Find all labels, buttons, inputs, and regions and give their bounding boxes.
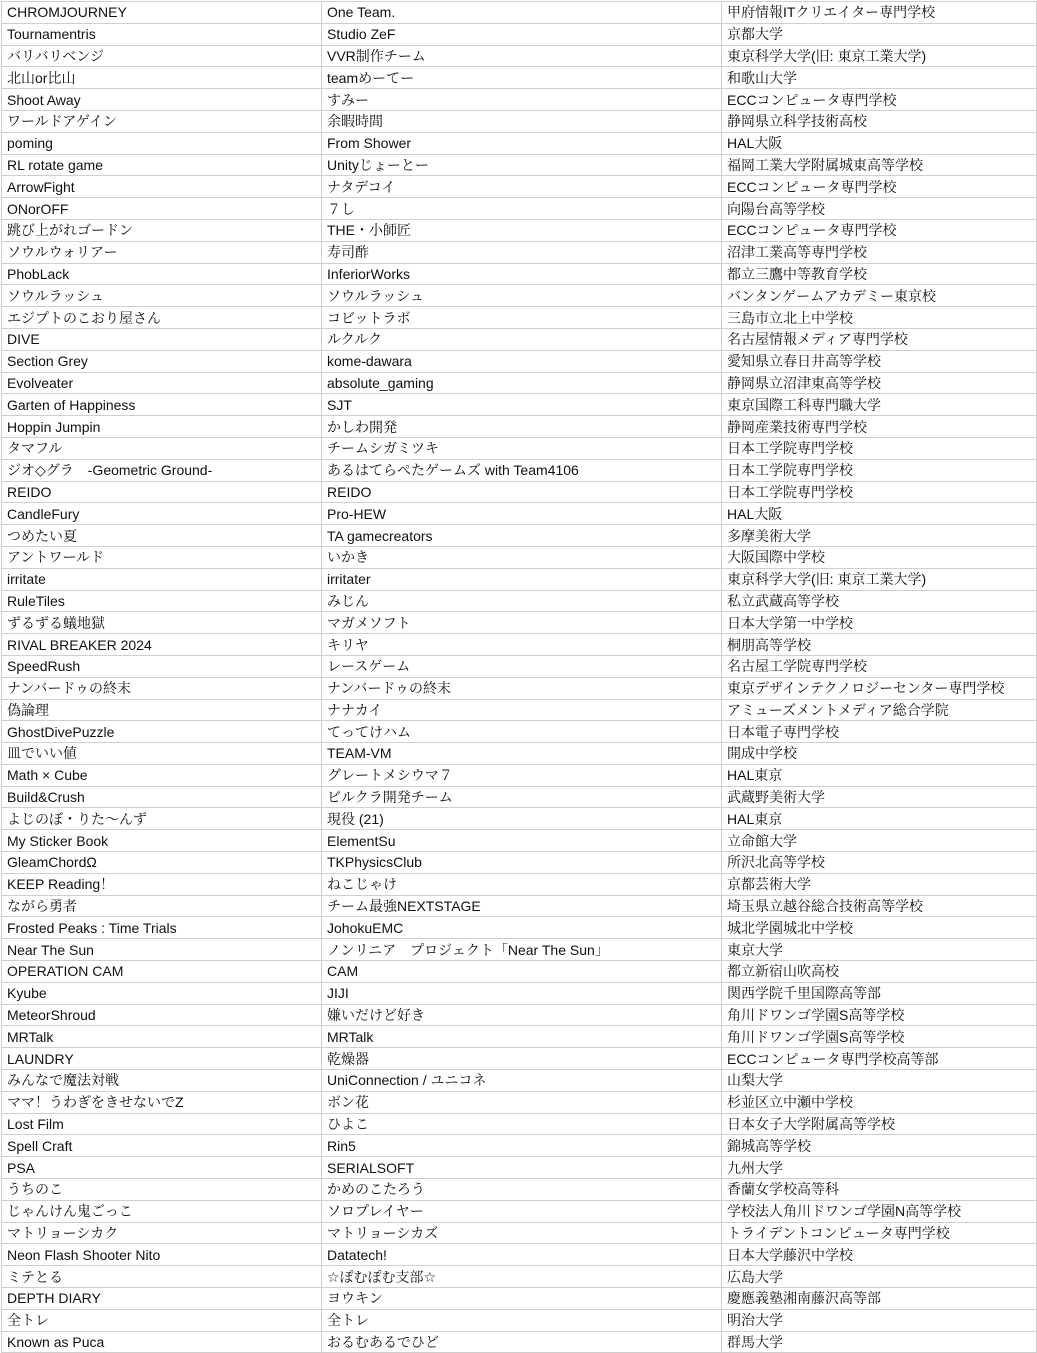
team-name-cell[interactable]: ねこじゃけ <box>322 873 722 895</box>
game-title-cell[interactable]: Garten of Happiness <box>2 394 322 416</box>
team-name-cell[interactable]: ルクルク <box>322 328 722 350</box>
game-title-cell[interactable]: My Sticker Book <box>2 830 322 852</box>
table-row <box>2 895 1037 917</box>
team-name-cell[interactable]: みじん <box>322 590 722 612</box>
team-name-cell[interactable]: コビットラボ <box>322 307 722 329</box>
team-name-cell[interactable]: グレートメシウマ７ <box>322 764 722 786</box>
game-title-cell[interactable]: ジオ◇グラ -Geometric Ground- <box>2 459 322 481</box>
game-title-cell[interactable]: ワールドアゲイン <box>2 110 322 132</box>
school-name-cell[interactable]: 名古屋工学院専門学校 <box>722 655 1037 677</box>
table-row <box>2 1288 1037 1310</box>
team-name-cell[interactable]: 乾燥器 <box>322 1048 722 1070</box>
table-row <box>2 241 1037 263</box>
team-name-cell[interactable]: UniConnection / ユニコネ <box>322 1070 722 1092</box>
game-title-cell[interactable]: マトリョーシカク <box>2 1222 322 1244</box>
school-name-cell[interactable]: 向陽台高等学校 <box>722 198 1037 220</box>
game-title-cell[interactable]: ずるずる蟻地獄 <box>2 612 322 634</box>
school-name-cell[interactable]: HAL東京 <box>722 764 1037 786</box>
table-row <box>2 481 1037 503</box>
school-name-cell[interactable]: HAL東京 <box>722 808 1037 830</box>
table-row <box>2 546 1037 568</box>
table-row <box>2 590 1037 612</box>
team-name-cell[interactable]: kome-dawara <box>322 350 722 372</box>
game-title-cell[interactable]: DIVE <box>2 328 322 350</box>
school-name-cell[interactable]: 錦城高等学校 <box>722 1135 1037 1157</box>
school-name-cell[interactable]: アミューズメントメディア総合学院 <box>722 699 1037 721</box>
school-name-cell[interactable]: 三島市立北上中学校 <box>722 307 1037 329</box>
team-name-cell[interactable]: ElementSu <box>322 830 722 852</box>
school-name-cell[interactable]: 明治大学 <box>722 1309 1037 1331</box>
school-name-cell[interactable]: 埼玉県立越谷総合技術高等学校 <box>722 895 1037 917</box>
game-title-cell[interactable]: 全トレ <box>2 1309 322 1331</box>
table-row <box>2 873 1037 895</box>
team-name-cell[interactable]: 寿司酢 <box>322 241 722 263</box>
table-row <box>2 110 1037 132</box>
school-name-cell[interactable]: 私立武蔵高等学校 <box>722 590 1037 612</box>
school-name-cell[interactable]: 愛知県立春日井高等学校 <box>722 350 1037 372</box>
school-name-cell[interactable]: 都立三鷹中等教育学校 <box>722 263 1037 285</box>
table-row <box>2 1026 1037 1048</box>
school-name-cell[interactable]: 静岡産業技術専門学校 <box>722 416 1037 438</box>
game-title-cell[interactable]: Math × Cube <box>2 764 322 786</box>
game-title-cell[interactable]: ArrowFight <box>2 176 322 198</box>
table-row <box>2 503 1037 525</box>
team-name-cell[interactable]: ナタデコイ <box>322 176 722 198</box>
school-name-cell[interactable]: バンタンゲームアカデミー東京校 <box>722 285 1037 307</box>
game-title-cell[interactable]: SpeedRush <box>2 655 322 677</box>
team-name-cell[interactable]: MRTalk <box>322 1026 722 1048</box>
table-row <box>2 2 1037 24</box>
school-name-cell[interactable]: 日本電子専門学校 <box>722 721 1037 743</box>
team-name-cell[interactable]: あるはてらぺたゲームズ with Team4106 <box>322 459 722 481</box>
school-name-cell[interactable]: HAL大阪 <box>722 503 1037 525</box>
school-name-cell[interactable]: 東京科学大学(旧: 東京工業大学) <box>722 568 1037 590</box>
table-row <box>2 830 1037 852</box>
team-name-cell[interactable]: SERIALSOFT <box>322 1157 722 1179</box>
game-title-cell[interactable]: みんなで魔法対戦 <box>2 1070 322 1092</box>
school-name-cell[interactable]: 名古屋情報メディア専門学校 <box>722 328 1037 350</box>
team-name-cell[interactable]: ノンリニア プロジェクト「Near The Sun」 <box>322 939 722 961</box>
school-name-cell[interactable]: 武蔵野美術大学 <box>722 786 1037 808</box>
table-row <box>2 743 1037 765</box>
game-title-cell[interactable]: 北山or比山 <box>2 67 322 89</box>
team-name-cell[interactable]: チームシガミツキ <box>322 437 722 459</box>
table-row <box>2 416 1037 438</box>
school-name-cell[interactable]: 立命館大学 <box>722 830 1037 852</box>
team-name-cell[interactable]: 現役 (21) <box>322 808 722 830</box>
school-name-cell[interactable]: 東京国際工科専門職大学 <box>722 394 1037 416</box>
team-name-cell[interactable]: Studio ZeF <box>322 23 722 45</box>
game-title-cell[interactable]: Lost Film <box>2 1113 322 1135</box>
school-name-cell[interactable]: 京都芸術大学 <box>722 873 1037 895</box>
game-title-cell[interactable]: GleamChordΩ <box>2 852 322 874</box>
table-row <box>2 786 1037 808</box>
game-title-cell[interactable]: RIVAL BREAKER 2024 <box>2 634 322 656</box>
team-name-cell[interactable]: ビルクラ開発チーム <box>322 786 722 808</box>
game-title-cell[interactable]: ミテとる <box>2 1266 322 1288</box>
table-row <box>2 198 1037 220</box>
team-name-cell[interactable]: Rin5 <box>322 1135 722 1157</box>
game-title-cell[interactable]: ママ！うわぎをきせないでZ <box>2 1091 322 1113</box>
school-name-cell[interactable]: 日本工学院専門学校 <box>722 481 1037 503</box>
table-row <box>2 132 1037 154</box>
team-name-cell[interactable]: THE・小師匠 <box>322 219 722 241</box>
school-name-cell[interactable]: 日本大学第一中学校 <box>722 612 1037 634</box>
game-title-cell[interactable]: タマフル <box>2 437 322 459</box>
game-title-cell[interactable]: つめたい夏 <box>2 525 322 547</box>
table-body <box>2 2 1037 1353</box>
team-name-cell[interactable]: One Team. <box>322 2 722 24</box>
table-row <box>2 1266 1037 1288</box>
school-name-cell[interactable]: 開成中学校 <box>722 743 1037 765</box>
game-title-cell[interactable]: irritate <box>2 568 322 590</box>
game-title-cell[interactable]: ながら勇者 <box>2 895 322 917</box>
school-name-cell[interactable]: 静岡県立科学技術高校 <box>722 110 1037 132</box>
team-name-cell[interactable]: レースゲーム <box>322 655 722 677</box>
team-name-cell[interactable]: 嫌いだけど好き <box>322 1004 722 1026</box>
school-name-cell[interactable]: ECCコンピュータ専門学校高等部 <box>722 1048 1037 1070</box>
school-name-cell[interactable]: ECCコンピュータ専門学校 <box>722 89 1037 111</box>
table-row <box>2 612 1037 634</box>
table-row <box>2 23 1037 45</box>
table-row <box>2 764 1037 786</box>
table-row <box>2 176 1037 198</box>
school-name-cell[interactable]: 角川ドワンゴ学園S高等学校 <box>722 1026 1037 1048</box>
team-name-cell[interactable]: From Shower <box>322 132 722 154</box>
table-row <box>2 939 1037 961</box>
game-title-cell[interactable]: Tournamentris <box>2 23 322 45</box>
game-title-cell[interactable]: Build&Crush <box>2 786 322 808</box>
game-title-cell[interactable]: Section Grey <box>2 350 322 372</box>
table-row <box>2 655 1037 677</box>
team-name-cell[interactable]: SJT <box>322 394 722 416</box>
team-name-cell[interactable]: ひよこ <box>322 1113 722 1135</box>
table-row <box>2 1222 1037 1244</box>
school-name-cell[interactable]: 東京科学大学(旧: 東京工業大学) <box>722 45 1037 67</box>
school-name-cell[interactable]: 福岡工業大学附属城東高等学校 <box>722 154 1037 176</box>
table-row <box>2 307 1037 329</box>
team-name-cell[interactable]: irritater <box>322 568 722 590</box>
game-title-cell[interactable]: Shoot Away <box>2 89 322 111</box>
game-title-cell[interactable]: Neon Flash Shooter Nito <box>2 1244 322 1266</box>
table-row <box>2 372 1037 394</box>
table-row <box>2 328 1037 350</box>
spreadsheet-table <box>1 1 1037 1353</box>
team-name-cell[interactable]: CAM <box>322 961 722 983</box>
team-name-cell[interactable]: てってけハム <box>322 721 722 743</box>
table-row <box>2 67 1037 89</box>
team-name-cell[interactable]: InferiorWorks <box>322 263 722 285</box>
table-row <box>2 1309 1037 1331</box>
game-title-cell[interactable]: CandleFury <box>2 503 322 525</box>
team-name-cell[interactable]: Unityじょーとー <box>322 154 722 176</box>
game-title-cell[interactable]: RuleTiles <box>2 590 322 612</box>
team-name-cell[interactable]: Pro-HEW <box>322 503 722 525</box>
table-row <box>2 394 1037 416</box>
team-name-cell[interactable]: TKPhysicsClub <box>322 852 722 874</box>
table-row <box>2 852 1037 874</box>
table-row <box>2 263 1037 285</box>
team-name-cell[interactable]: ☆ぽむぽむ支部☆ <box>322 1266 722 1288</box>
team-name-cell[interactable]: チーム最強NEXTSTAGE <box>322 895 722 917</box>
game-title-cell[interactable]: REIDO <box>2 481 322 503</box>
game-title-cell[interactable]: poming <box>2 132 322 154</box>
team-name-cell[interactable]: いかき <box>322 546 722 568</box>
table-row <box>2 437 1037 459</box>
game-title-cell[interactable]: 偽論理 <box>2 699 322 721</box>
team-name-cell[interactable]: JIJI <box>322 982 722 1004</box>
school-name-cell[interactable]: ECCコンピュータ専門学校 <box>722 219 1037 241</box>
school-name-cell[interactable]: 京都大学 <box>722 23 1037 45</box>
school-name-cell[interactable]: トライデントコンピュータ専門学校 <box>722 1222 1037 1244</box>
game-title-cell[interactable]: Spell Craft <box>2 1135 322 1157</box>
game-title-cell[interactable]: PhobLack <box>2 263 322 285</box>
team-name-cell[interactable]: REIDO <box>322 481 722 503</box>
table-row <box>2 1004 1037 1026</box>
school-name-cell[interactable]: 群馬大学 <box>722 1331 1037 1353</box>
school-name-cell[interactable]: 角川ドワンゴ学園S高等学校 <box>722 1004 1037 1026</box>
team-name-cell[interactable]: JohokuEMC <box>322 917 722 939</box>
table-row <box>2 568 1037 590</box>
team-name-cell[interactable]: マガメソフト <box>322 612 722 634</box>
school-name-cell[interactable]: 広島大学 <box>722 1266 1037 1288</box>
team-name-cell[interactable]: 全トレ <box>322 1309 722 1331</box>
table-row <box>2 917 1037 939</box>
table-row <box>2 350 1037 372</box>
school-name-cell[interactable]: 東京デザインテクノロジーセンター専門学校 <box>722 677 1037 699</box>
table-row <box>2 1070 1037 1092</box>
school-name-cell[interactable]: 桐朋高等学校 <box>722 634 1037 656</box>
table-row <box>2 45 1037 67</box>
school-name-cell[interactable]: 杉並区立中瀬中学校 <box>722 1091 1037 1113</box>
game-title-cell[interactable]: Near The Sun <box>2 939 322 961</box>
game-title-cell[interactable]: アントワールド <box>2 546 322 568</box>
school-name-cell[interactable]: 和歌山大学 <box>722 67 1037 89</box>
school-name-cell[interactable]: 東京大学 <box>722 939 1037 961</box>
team-name-cell[interactable]: ボン花 <box>322 1091 722 1113</box>
team-name-cell[interactable]: キリヤ <box>322 634 722 656</box>
game-title-cell[interactable]: MRTalk <box>2 1026 322 1048</box>
school-name-cell[interactable]: 大阪国際中学校 <box>722 546 1037 568</box>
school-name-cell[interactable]: 九州大学 <box>722 1157 1037 1179</box>
team-name-cell[interactable]: ナナカイ <box>322 699 722 721</box>
game-title-cell[interactable]: Hoppin Jumpin <box>2 416 322 438</box>
team-name-cell[interactable]: TEAM-VM <box>322 743 722 765</box>
table-row <box>2 1244 1037 1266</box>
table-row <box>2 459 1037 481</box>
team-name-cell[interactable]: かしわ開発 <box>322 416 722 438</box>
table-row <box>2 808 1037 830</box>
team-name-cell[interactable]: teamめーてー <box>322 67 722 89</box>
school-name-cell[interactable]: ECCコンピュータ専門学校 <box>722 176 1037 198</box>
team-name-cell[interactable]: ７し <box>322 198 722 220</box>
game-title-cell[interactable]: Kyube <box>2 982 322 1004</box>
game-title-cell[interactable]: KEEP Reading！ <box>2 873 322 895</box>
game-title-cell[interactable]: LAUNDRY <box>2 1048 322 1070</box>
school-name-cell[interactable]: 慶應義塾湘南藤沢高等部 <box>722 1288 1037 1310</box>
table-row <box>2 1157 1037 1179</box>
team-name-cell[interactable]: おるむあるでひど <box>322 1331 722 1353</box>
game-title-cell[interactable]: DEPTH DIARY <box>2 1288 322 1310</box>
table-row <box>2 634 1037 656</box>
school-name-cell[interactable]: 香蘭女学校高等科 <box>722 1179 1037 1201</box>
game-title-cell[interactable]: ソウルウォリアー <box>2 241 322 263</box>
game-title-cell[interactable]: GhostDivePuzzle <box>2 721 322 743</box>
team-name-cell[interactable]: ソロプレイヤー <box>322 1200 722 1222</box>
table-row <box>2 154 1037 176</box>
school-name-cell[interactable]: 関西学院千里国際高等部 <box>722 982 1037 1004</box>
team-name-cell[interactable]: ソウルラッシュ <box>322 285 722 307</box>
game-title-cell[interactable]: Known as Puca <box>2 1331 322 1353</box>
table-row <box>2 961 1037 983</box>
table-row <box>2 1135 1037 1157</box>
school-name-cell[interactable]: 沼津工業高等専門学校 <box>722 241 1037 263</box>
school-name-cell[interactable]: 多摩美術大学 <box>722 525 1037 547</box>
game-title-cell[interactable]: OPERATION CAM <box>2 961 322 983</box>
game-title-cell[interactable]: よじのぼ・りた〜んず <box>2 808 322 830</box>
school-name-cell[interactable]: 甲府情報ITクリエイター専門学校 <box>722 2 1037 24</box>
table-row <box>2 1091 1037 1113</box>
table-row <box>2 721 1037 743</box>
game-title-cell[interactable]: CHROMJOURNEY <box>2 2 322 24</box>
table-row <box>2 1200 1037 1222</box>
table-row <box>2 699 1037 721</box>
game-title-cell[interactable]: 皿でいい値 <box>2 743 322 765</box>
team-name-cell[interactable]: VVR制作チーム <box>322 45 722 67</box>
team-name-cell[interactable]: マトリョーシカズ <box>322 1222 722 1244</box>
school-name-cell[interactable]: 静岡県立沼津東高等学校 <box>722 372 1037 394</box>
school-name-cell[interactable]: HAL大阪 <box>722 132 1037 154</box>
team-name-cell[interactable]: ナンバードゥの終末 <box>322 677 722 699</box>
school-name-cell[interactable]: 日本工学院専門学校 <box>722 459 1037 481</box>
school-name-cell[interactable]: 学校法人角川ドワンゴ学園N高等学校 <box>722 1200 1037 1222</box>
school-name-cell[interactable]: 都立新宿山吹高校 <box>722 961 1037 983</box>
game-title-cell[interactable]: ソウルラッシュ <box>2 285 322 307</box>
team-name-cell[interactable]: すみー <box>322 89 722 111</box>
game-title-cell[interactable]: ナンバードゥの終末 <box>2 677 322 699</box>
table-row <box>2 1179 1037 1201</box>
table-row <box>2 1048 1037 1070</box>
game-title-cell[interactable]: エジプトのこおり屋さん <box>2 307 322 329</box>
team-name-cell[interactable]: 余暇時間 <box>322 110 722 132</box>
school-name-cell[interactable]: 城北学園城北中学校 <box>722 917 1037 939</box>
game-title-cell[interactable]: じゃんけん鬼ごっこ <box>2 1200 322 1222</box>
team-name-cell[interactable]: Datatech! <box>322 1244 722 1266</box>
school-name-cell[interactable]: 所沢北高等学校 <box>722 852 1037 874</box>
game-title-cell[interactable]: Evolveater <box>2 372 322 394</box>
table-row <box>2 677 1037 699</box>
team-name-cell[interactable]: TA gamecreators <box>322 525 722 547</box>
game-title-cell[interactable]: うちのこ <box>2 1179 322 1201</box>
game-title-cell[interactable]: ONorOFF <box>2 198 322 220</box>
game-title-cell[interactable]: PSA <box>2 1157 322 1179</box>
table-row <box>2 219 1037 241</box>
table-row <box>2 982 1037 1004</box>
school-name-cell[interactable]: 日本大学藤沢中学校 <box>722 1244 1037 1266</box>
game-title-cell[interactable]: 跳び上がれゴードン <box>2 219 322 241</box>
team-name-cell[interactable]: absolute_gaming <box>322 372 722 394</box>
table-row <box>2 285 1037 307</box>
table-row <box>2 525 1037 547</box>
game-title-cell[interactable]: バリバリベンジ <box>2 45 322 67</box>
school-name-cell[interactable]: 日本工学院専門学校 <box>722 437 1037 459</box>
game-title-cell[interactable]: RL rotate game <box>2 154 322 176</box>
team-name-cell[interactable]: かめのこたろう <box>322 1179 722 1201</box>
team-name-cell[interactable]: ヨウキン <box>322 1288 722 1310</box>
school-name-cell[interactable]: 山梨大学 <box>722 1070 1037 1092</box>
table-row <box>2 1113 1037 1135</box>
table-row <box>2 89 1037 111</box>
school-name-cell[interactable]: 日本女子大学附属高等学校 <box>722 1113 1037 1135</box>
game-title-cell[interactable]: MeteorShroud <box>2 1004 322 1026</box>
game-title-cell[interactable]: Frosted Peaks : Time Trials <box>2 917 322 939</box>
